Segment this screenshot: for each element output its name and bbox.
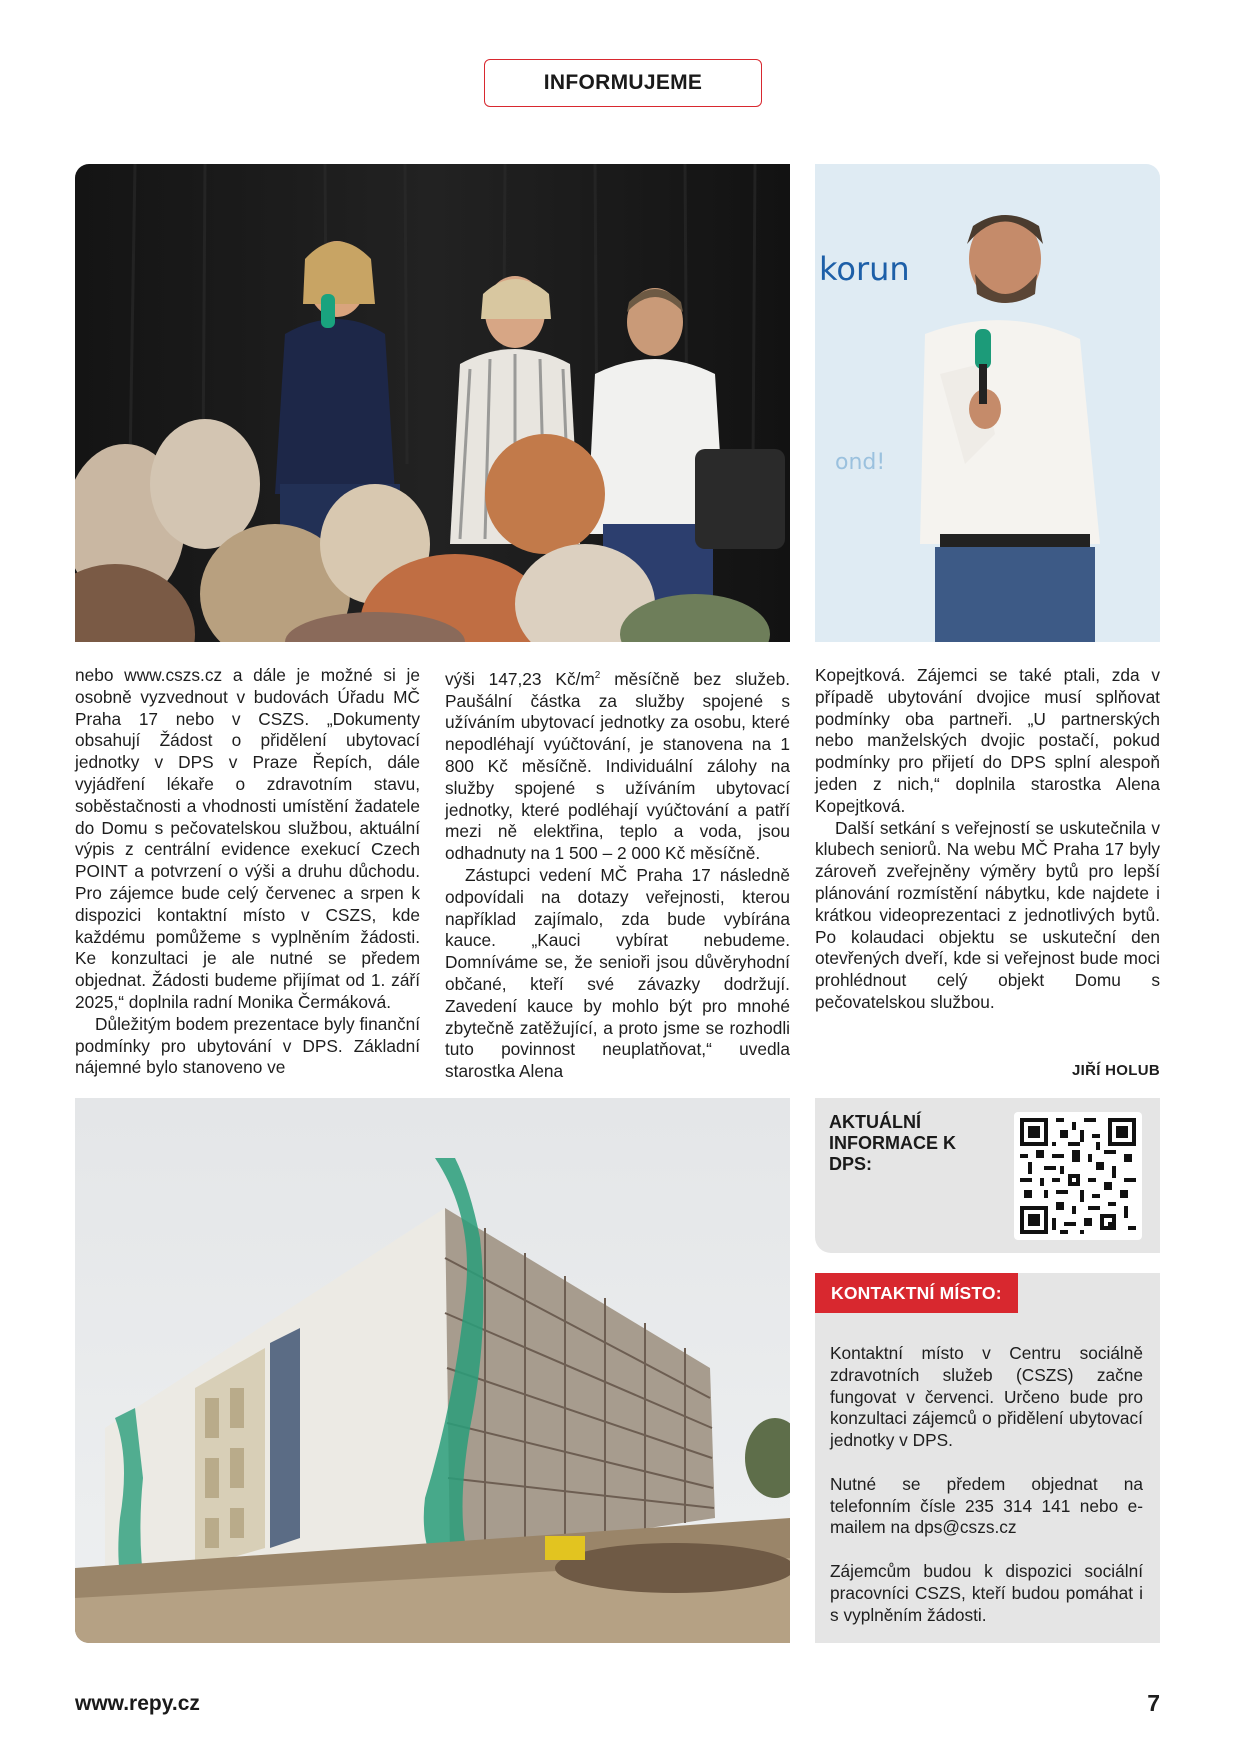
contact-box-text xyxy=(830,1343,1143,1648)
contact-box-label: KONTAKTNÍ MÍSTO: xyxy=(815,1273,1018,1313)
qr-code-icon[interactable] xyxy=(1014,1112,1142,1240)
article-paragraph: Zástupci vedení MČ Praha 17 následně odpovídali na dotazy veřejnosti, kterou například zajímalo, zda bude vybírána kauce. „Kauci vybírat nebudeme. Domníváme se, že senioři jsou důvěryhodní občané, kteří své závazky dodržují. Zavedení kauce by mohlo být pro mnohé zbytečně zatěžující, a proto jsme se rozhodli tuto povinnost neuplatňovat,“ uvedla starostka Alena xyxy=(445,864,790,1082)
article-paragraph: Kopejtková. Zájemci se také ptali, zda v případě ubytování dvojice musí splňovat podmínky oba partneři. „U partnerských nebo manželských dvojic postačí, pokud podmínky pro přijetí do DPS splní alespoň jeden z nich,“ doplnila starostka Alena Kopejtková. xyxy=(815,665,1160,816)
footer-website-link[interactable]: www.repy.cz xyxy=(75,1692,200,1715)
article-column-1 xyxy=(75,665,420,1079)
section-tag: INFORMUJEME xyxy=(484,59,762,107)
svg-text:ond!: ond! xyxy=(835,450,886,475)
article-paragraph: nebo www.cszs.cz a dále je možné si je osobně vyzvednout v budovách Úřadu MČ Praha 17 nebo v CSZS. „Dokumenty obsahují Žádost o přidělení ubytovací jednotky v DPS v Praze Řepích, dále vyjádření lékaře o zdravotním stavu, soběstačnosti a vhodnosti umístění žadatele do Domu s pečovatelskou službou, aktuální výpis z centrální evidence exekucí Czech POINT a potvrzení o výši a druhu důchodu. Pro zájemce bude celý červenec a srpen k dispozici kontaktní místo v CSZS, kde každému pomůžeme s vyplněním žádosti. Ke konzultaci je ale nutné se předem objednat. Žádosti budeme přijímat od 1. září 2025,“ doplnila radní Monika Čermáková. xyxy=(75,665,420,1012)
contact-box xyxy=(815,1273,1160,1643)
contact-paragraph: Kontaktní místo v Centru sociálně zdravotních služeb (CSZS) začne fungovat v červenci. Určeno bude pro konzultaci zájemců o přidělení ubytovací jednotky v DPS. xyxy=(830,1343,1143,1451)
photo-panel-discussion xyxy=(75,164,790,642)
contact-paragraph: Zájemcům budou k dispozici sociální pracovníci CSZS, kteří budou pomáhat i s vyplněním žádosti. xyxy=(830,1560,1143,1625)
article-paragraph: Důležitým bodem prezentace byly finanční podmínky pro ubytování v DPS. Základní nájemné bylo stanoveno ve xyxy=(75,1013,420,1078)
info-box-title: AKTUÁLNÍ INFORMACE K DPS: xyxy=(829,1112,956,1174)
screen-text: korun xyxy=(819,250,910,288)
info-box-dps xyxy=(815,1098,1160,1253)
article-paragraph xyxy=(445,665,790,865)
article-column-2 xyxy=(445,665,790,1083)
article-paragraph: Další setkání s veřejností se uskutečnila v klubech seniorů. Na webu MČ Praha 17 byly zároveň zveřejněny výměry bytů pro lepší plánování rozmístění nábytku, kde najdete i krátkou videoprezentaci z jednotlivých bytů. Po kolaudaci objektu se uskuteční den otevřených dveří, kde si veřejnost bude moci prohlédnout celý objekt Domu s pečovatelskou službou. xyxy=(815,817,1160,1012)
price-text: výši 147,23 Kč/m xyxy=(445,668,595,689)
photo-building-construction xyxy=(75,1098,790,1643)
paragraph-text: měsíčně bez služeb. Paušální částka za služby spojené s užíváním ubytovací jednotky za osobu, které nepodléhají vyúčtování, je stanovena na 1 800 Kč měsíčně. Individuální zálohy na služby spojené s užíváním ubytovací jednotky, které podléhají vyúčtování a patří mezi ně elektřina, teplo a voda, jsou odhadnuty na 1 500 – 2 000 Kč měsíčně. xyxy=(445,668,790,864)
article-column-3 xyxy=(815,665,1160,1014)
photo-speaker xyxy=(815,164,1160,642)
contact-paragraph: Nutné se předem objednat na telefonním čísle 235 314 141 nebo e-mailem na dps@cszs.cz xyxy=(830,1473,1143,1538)
qr-code-graphic xyxy=(1020,1118,1136,1234)
article-author: JIŘÍ HOLUB xyxy=(1071,1062,1160,1079)
superscript: 2 xyxy=(594,670,601,681)
page-number: 7 xyxy=(1147,1690,1160,1716)
